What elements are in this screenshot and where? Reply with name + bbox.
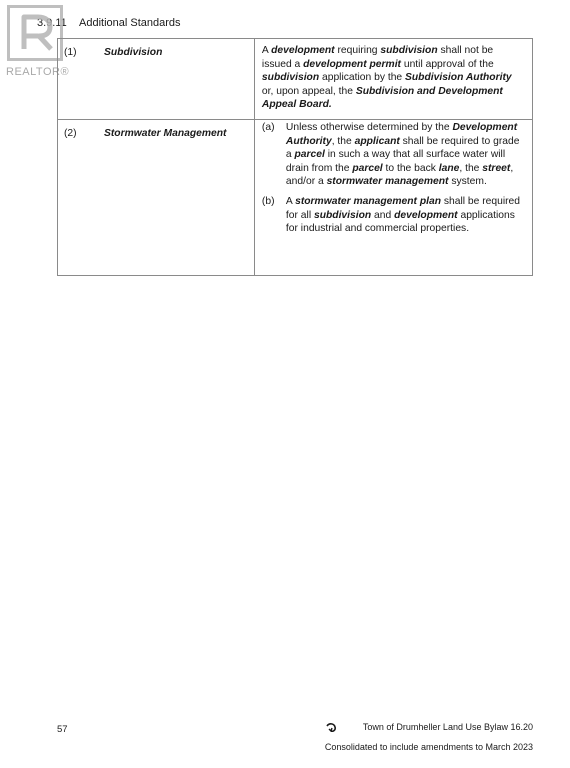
sub-item-text: Unless otherwise determined by the Development Authority, the applicant shall be required to grade a parcel in such a way that all surface water will drain from the parcel to the back lane, the street, and/or a stormwater management system. [285,122,520,188]
curl-arrow-icon [326,723,337,732]
row-heading-cell [58,120,255,276]
defined-term: development [394,209,458,221]
page-number: 57 [57,724,68,735]
row-title: Subdivision [104,47,163,58]
defined-term: subdivision [380,45,438,56]
defined-term: development permit [303,58,401,70]
table-row [58,39,533,120]
sub-item-label: (b) [261,195,275,207]
sub-item-label: (a) [261,122,275,133]
row-number: (2) [64,128,77,139]
defined-term: Subdivision Authority [405,72,512,84]
defined-term: subdivision [313,209,372,221]
defined-term: parcel [294,149,325,161]
defined-term: Subdivision and Development Appeal Board. [261,85,503,111]
defined-term: applicant [354,135,400,147]
defined-term: parcel [352,162,383,174]
section-number: 3.9.11 [37,17,67,29]
defined-term: street [482,162,511,174]
defined-term: lane [438,162,460,174]
defined-term: stormwater management plan [295,195,442,207]
footer [325,722,533,753]
list-item [262,195,522,236]
subdivision-text: A development requiring subdivision shall not be issued a development permit until approval of the subdivision application by the Subdivision Authority or, upon appeal, the Subdivision and Development Appeal Board. [261,45,512,111]
row-title: Stormwater Management [104,128,227,139]
bylaw-title: Town of Drumheller Land Use Bylaw 16.20 [362,722,533,732]
section-title: Additional Standards [79,17,181,29]
sub-item-text: A stormwater management plan shall be required for all subdivision and development applications for industrial and commercial properties. [285,195,521,235]
row-number: (1) [64,47,77,58]
row-heading-cell [58,39,255,120]
defined-term: subdivision [261,72,320,84]
stormwater-subitems [255,120,532,246]
table-row [58,120,533,276]
consolidated-note: Consolidated to include amendments to March 2023 [324,742,533,752]
list-item [262,121,522,189]
standards-table [57,38,533,276]
row-body-cell [254,120,532,276]
row-body-cell [254,39,532,120]
defined-term: development [271,45,335,56]
realtor-logo-icon [7,5,63,61]
defined-term: stormwater management [326,176,449,188]
defined-term: Development Authority [285,122,518,147]
realtor-wordmark: REALTOR® [6,66,70,78]
